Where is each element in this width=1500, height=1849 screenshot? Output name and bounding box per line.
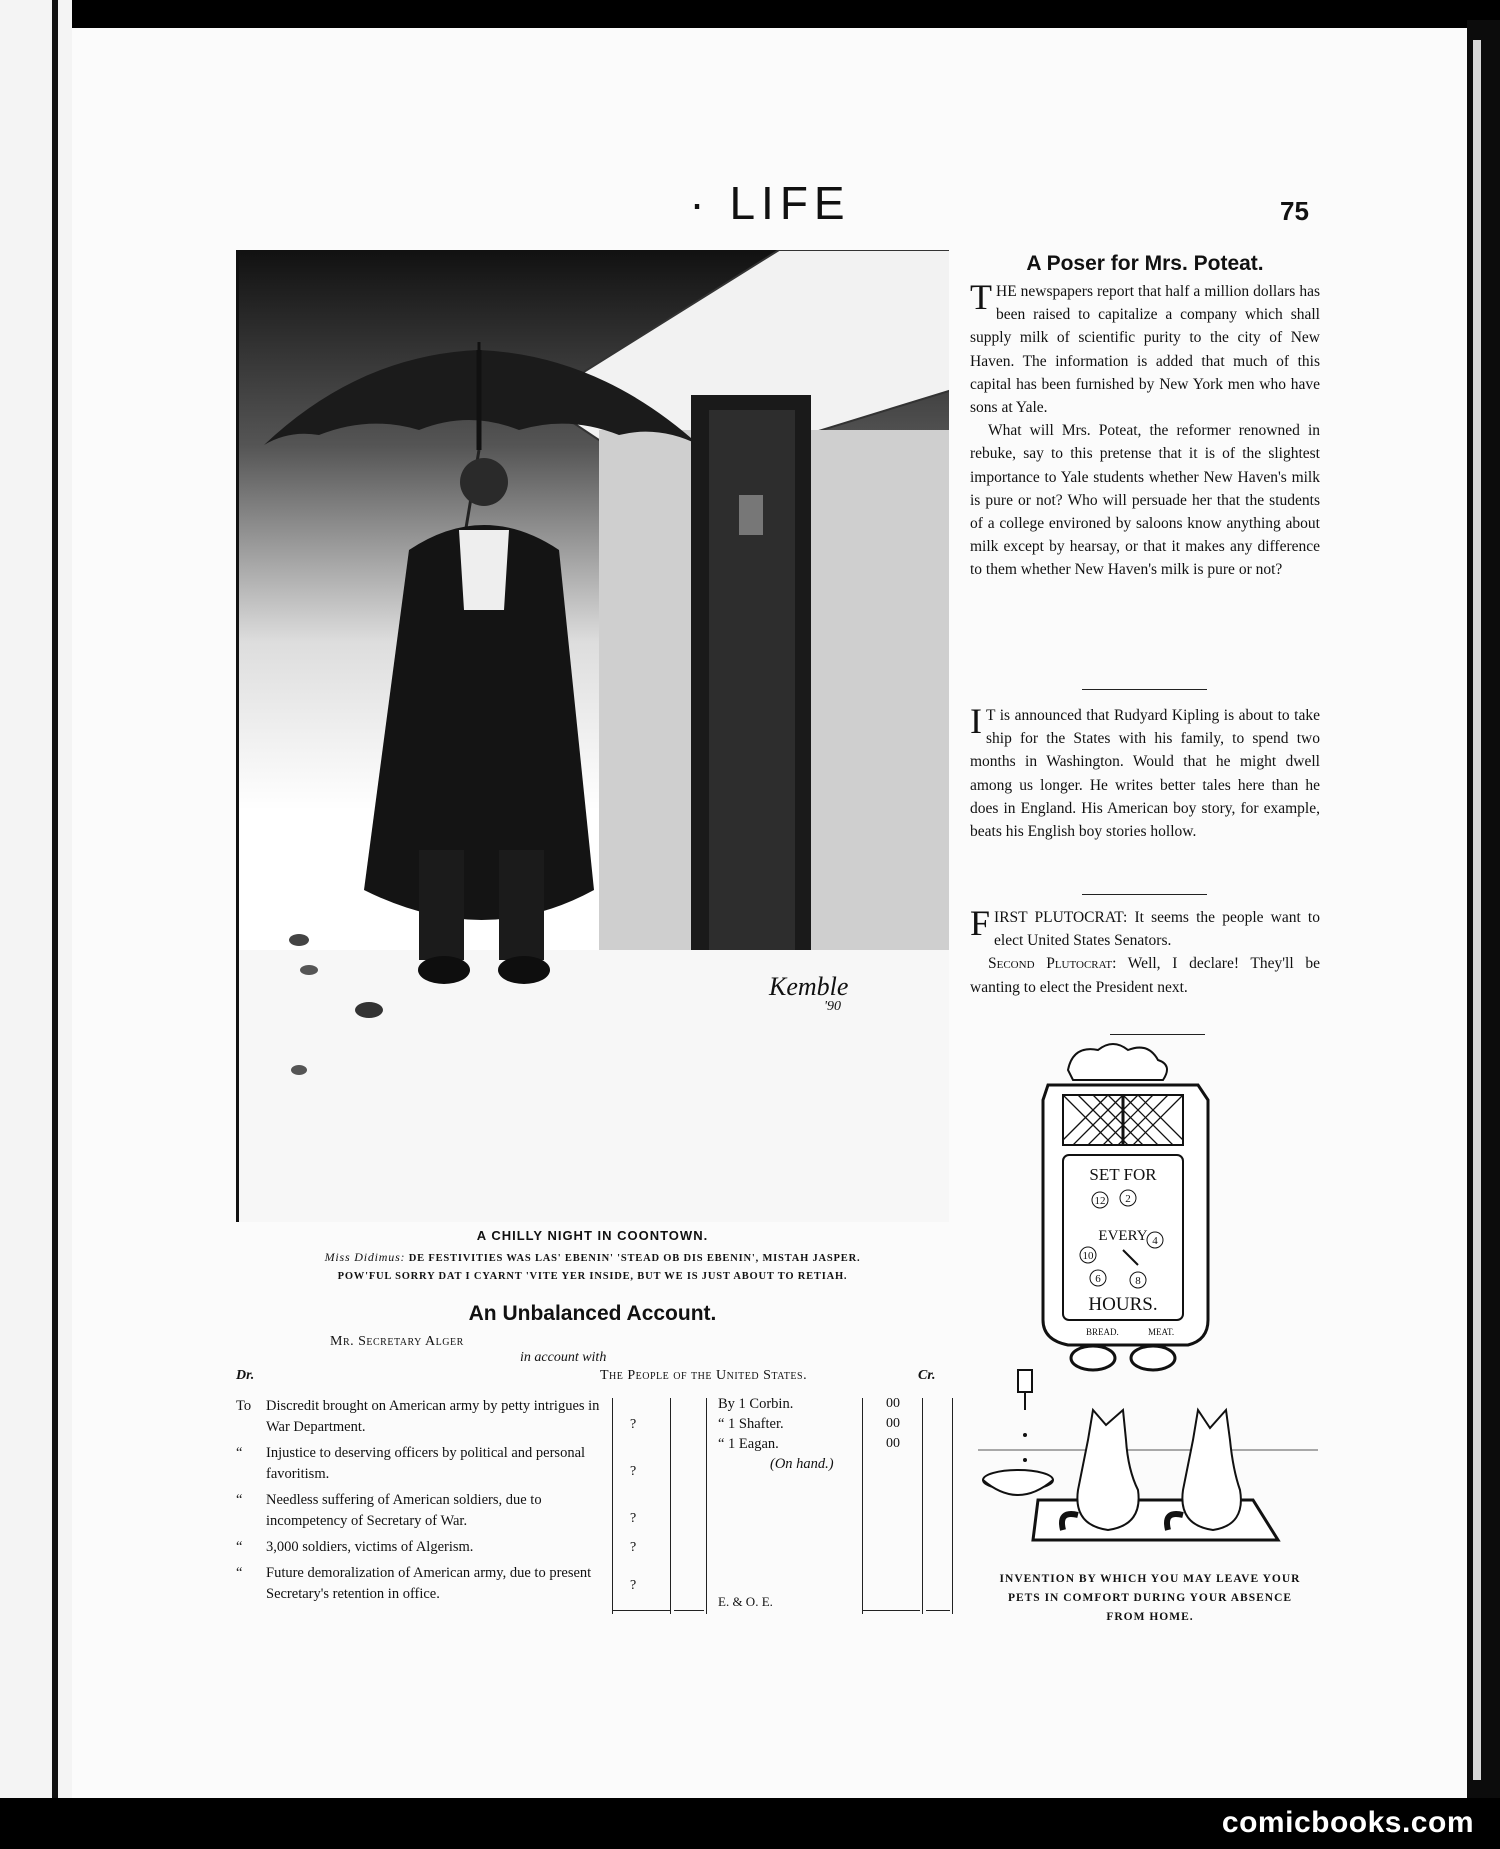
scan-left-margin [0,0,72,1849]
debit-amount: ? [630,1464,637,1479]
plutocrat-line-1: It seems the people want to elect United States Senators. [994,909,1320,950]
ledger-column-rule [862,1398,863,1614]
plutocrats-drop-cap: F [970,903,991,943]
artist-signature-year: '90 [824,999,841,1014]
debit-amount: ? [630,1578,637,1593]
ledger-debit-item [236,1490,608,1532]
ledger-debit-item [236,1537,608,1558]
clock-mid-label: EVERY [1098,1228,1148,1244]
meat-label: MEAT. [1148,1327,1175,1337]
illustration-caption-dialog [236,1248,949,1286]
scan-spine-line [52,0,58,1849]
ledger-debit-item [236,1563,608,1605]
debit-text: Future demoralization of American army, due to present Secretary's retention in office. [266,1565,592,1602]
artist-signature: Kemble [769,972,849,1001]
plutocrats-article [970,903,1320,999]
ledger-total-rule [926,1610,950,1611]
invention-caption-line: FROM HOME. [1106,1611,1194,1623]
kipling-drop-cap: I [970,701,982,741]
ledger-debit-item [236,1396,608,1438]
credit-text: “ 1 Eagan. [718,1436,779,1452]
debit-amount: ? [630,1511,637,1526]
main-illustration [236,250,949,1222]
debit-amount: ? [630,1540,637,1555]
debit-mark: To [236,1398,252,1414]
caption-line-2: POW'FUL SORRY DAT I CYARNT 'VITE YER INSIDE, BUT WE IS JUST ABOUT TO RETIAH. [337,1271,848,1282]
debit-text: Injustice to deserving officers by political and personal favoritism. [266,1445,586,1482]
ledger-column-rule [952,1398,953,1614]
clock-bottom-label: HOURS. [1088,1294,1158,1315]
ledger-column-rule [706,1398,707,1614]
poser-paragraph-2: What will Mrs. Poteat, the reformer renowned in rebuke, say to this pretense that it is of the slightest importance to Yale students whether New Haven's milk is pure or not? Who will persuade her that the students of a college environed by saloons know anything about milk except by hearsay, or that it makes any difference to them whether New Haven's milk is pure or not? [970,422,1320,579]
account-with: in account with [520,1350,607,1365]
credit-amount: 00 [886,1416,900,1431]
plutocrat-speaker-2: Second Plutocrat: [988,955,1117,973]
poser-drop-cap: T [970,277,992,317]
ledger-column-rule [612,1398,613,1614]
errors-excepted-note: E. & O. E. [718,1594,773,1609]
clock-top-label: SET FOR [1089,1165,1157,1184]
ledger-column-rule [922,1398,923,1614]
debit-text: Discredit brought on American army by petty intrigues in War Department. [266,1398,600,1435]
ledger-total-rule [674,1610,704,1611]
scan-right-edge-strip [1473,40,1481,1780]
debit-mark: “ [236,1539,243,1555]
credit-text: “ 1 Shafter. [718,1416,784,1432]
invention-caption-line: INVENTION BY WHICH YOU MAY LEAVE YOUR [999,1573,1301,1585]
poser-heading: A Poser for Mrs. Poteat. [1026,252,1264,275]
invention-illustration [978,1040,1318,1565]
invention-caption-line: PETS IN COMFORT DURING YOUR ABSENCE [1007,1592,1293,1604]
debit-mark: “ [236,1445,243,1461]
debit-text: Needless suffering of American soldiers, due to incompetency of Secretary of War. [266,1492,542,1529]
bread-label: BREAD. [1086,1327,1119,1337]
plutocrat-speaker-1: IRST PLUTOCRAT: [994,909,1128,926]
ledger-total-rule [862,1610,920,1611]
caption-speaker: Miss Didimus: [324,1250,406,1264]
account-counterparty: The People of the United States. [600,1368,808,1383]
clock-number: 6 [1095,1273,1101,1285]
kipling-text: T is announced that Rudyard Kipling is about to take ship for the States with his family, to spend two months in Washington. Would that he might dwell among us longer. He writes better tales here than he does in England. His American boy story, for example, beats his English boy stories hollow. [970,707,1320,841]
clock-number: 2 [1125,1193,1131,1205]
caption-line-1: DE FESTIVITIES WAS LAS' EBENIN' 'STEAD OB DIS EBENIN', MISTAH JASPER. [408,1253,861,1264]
clock-number: 4 [1152,1235,1158,1247]
account-dr-label: Dr. [236,1368,255,1383]
credit-amount: 00 [886,1436,900,1451]
poser-paragraph-1: HE newspapers report that half a million dollars has been raised to capitalize a company which shall supply milk of scientific purity to the city of New Haven. The information is added that much of this capital has been furnished by New York men who have sons at Yale. [970,283,1320,417]
debit-mark: “ [236,1565,243,1581]
scan-top-border [0,0,1500,14]
clock-number: 8 [1135,1275,1141,1287]
poser-article [970,277,1320,582]
running-title: · LIFE [689,177,851,229]
credit-text: (On hand.) [770,1456,834,1472]
debit-mark: “ [236,1492,243,1508]
ledger-debit-item [236,1443,608,1485]
page-number: 75 [1280,196,1309,226]
kipling-article [970,701,1320,843]
section-divider [1110,1034,1205,1035]
scan-right-edge [1467,20,1500,1800]
credit-text: By 1 Corbin. [718,1396,794,1412]
debit-amount: ? [630,1417,637,1432]
section-divider [1082,894,1207,895]
account-cr-label: Cr. [918,1368,936,1383]
account-heading: An Unbalanced Account. [468,1302,717,1325]
invention-caption [975,1570,1325,1627]
clock-number: 12 [1094,1195,1106,1207]
account-party: Mr. Secretary Alger [330,1334,464,1349]
site-watermark: comicbooks.com [1221,1806,1474,1839]
section-divider [1082,689,1207,690]
credit-amount: 00 [886,1396,900,1411]
clock-number: 10 [1082,1250,1094,1262]
ledger-total-rule [612,1610,670,1611]
plutocrat-line-2: Well, I declare! They'll be wanting to elect the President next. [970,955,1320,996]
debit-text: 3,000 soldiers, victims of Algerism. [266,1539,474,1555]
ledger-column-rule [670,1398,671,1614]
illustration-caption-title: A CHILLY NIGHT IN COONTOWN. [476,1228,709,1243]
